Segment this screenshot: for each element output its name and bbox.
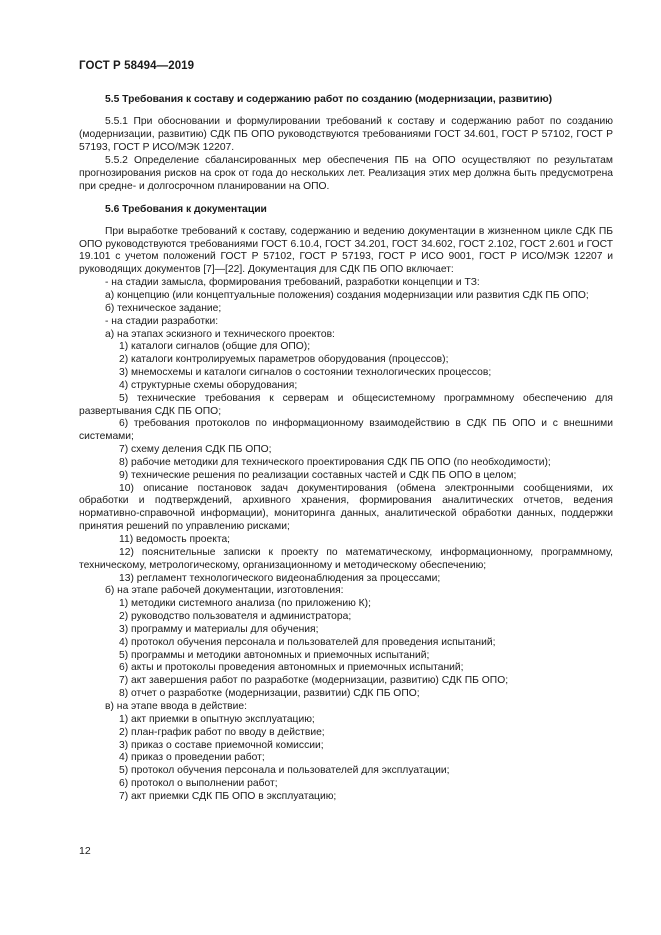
section-5-6-heading: 5.6 Требования к документации: [105, 203, 267, 215]
list-item: 7) схему деления СДК ПБ ОПО;: [119, 444, 272, 456]
development-stage-line: - на стадии разработки:: [105, 315, 219, 327]
list-item: 8) отчет о разработке (модернизации, развитии) СДК ПБ ОПО;: [119, 688, 420, 700]
list-item: 11) ведомость проекта;: [119, 534, 231, 545]
list-item: 1) акт приемки в опытную эксплуатацию;: [119, 713, 315, 725]
list-item: 5) программы и методики автономных и приемочных испытаний;: [119, 649, 430, 661]
list-item: 2) руководство пользователя и администратора;: [119, 611, 352, 623]
concept-stage-line: - на стадии замысла, формирования требований, разработки концепции и ТЗ:: [105, 277, 480, 289]
paragraph-5-5-1: 5.5.1 При обосновании и формулировании требований к составу и содержанию работ по созданию (модернизации, развитию) СДК ПБ ОПО руководствуются требованиями ГОСТ 34.601, ГОСТ Р 57102, ГОСТ Р 57193, ГОСТ Р ИСО/МЭК 12207.: [79, 115, 613, 153]
list-item: 6) протокол о выполнении работ;: [119, 778, 278, 790]
list-item: 7) акт приемки СДК ПБ ОПО в эксплуатацию;: [119, 790, 337, 802]
list-item: 6) требования протоколов по информационному взаимодействию в СДК ПБ ОПО и с внешними системами;: [79, 418, 613, 443]
list-item: 4) приказ о проведении работ;: [119, 752, 265, 764]
list-item: 3) приказ о составе приемочной комиссии;: [119, 739, 324, 751]
list-item: 3) мнемосхемы и каталоги сигналов о состоянии технологических процессов;: [119, 367, 492, 379]
development-item-b: б) на этапе рабочей документации, изготовления:: [105, 585, 344, 597]
list-item: 4) структурные схемы оборудования;: [119, 379, 298, 391]
list-item: 4) протокол обучения персонала и пользователей для проведения испытаний;: [119, 636, 496, 648]
list-item: 2) каталоги контролируемых параметров оборудования (процессов);: [119, 354, 449, 366]
list-item: 1) методики системного анализа (по приложению К);: [119, 598, 371, 610]
list-item: 13) регламент технологического видеонаблюдения за процессами;: [119, 572, 441, 584]
list-item: 3) программу и материалы для обучения;: [119, 623, 319, 635]
list-item: 8) рабочие методики для технического проектирования СДК ПБ ОПО (по необходимости);: [119, 456, 551, 468]
list-item: 7) акт завершения работ по разработке (модернизации, развитию) СДК ПБ ОПО;: [119, 675, 509, 687]
standard-code-header: ГОСТ Р 58494—2019: [79, 60, 195, 72]
list-item: 9) технические решения по реализации составных частей и СДК ПБ ОПО в целом;: [119, 469, 517, 481]
development-item-c: в) на этапе ввода в действие:: [105, 700, 247, 712]
list-item: 1) каталоги сигналов (общие для ОПО);: [119, 341, 311, 353]
development-item-a: а) на этапах эскизного и технического проектов:: [105, 328, 335, 340]
list-item: 12) пояснительные записки к проекту по математическому, информационному, программному, техническому, метрологическому, организационному и методическому обеспечению;: [79, 546, 613, 571]
list-item: 5) технические требования к серверам и общесистемному программному обеспечению для развертывания СДК ПБ ОПО;: [79, 392, 613, 417]
paragraph-5-5-2: 5.5.2 Определение сбалансированных мер обеспечения ПБ на ОПО осуществляют по результатам прогнозирования рисков на срок от года до нескольких лет. Реализация этих мер должна быть предусмотрена при средне- и долгосрочном планировании на ОПО.: [79, 155, 613, 193]
concept-item-a: а) концепцию (или концептуальные положения) создания модернизации или развития СДК ПБ ОПО;: [105, 289, 589, 301]
list-item: 6) акты и протоколы проведения автономных и приемочных испытаний;: [119, 662, 464, 674]
list-item: 2) план-график работ по вводу в действие;: [119, 726, 325, 738]
section-5-5-heading: 5.5 Требования к составу и содержанию работ по созданию (модернизации, развитию): [105, 94, 553, 105]
list-item: 10) описание постановок задач документирования (обмена электронными сообщениями, их обработки и подтверждений, архивного хранения, формирования аналитических отчетов, ведения нормативно-справочной информации), мониторинга данных, аналитической обработки данных, поддержки принятия решений по управлению рисками;: [79, 482, 613, 533]
list-item: 5) протокол обучения персонала и пользователей для эксплуатации;: [119, 765, 450, 777]
page-body: [79, 92, 613, 804]
paragraph-5-6-intro: При выработке требований к составу, содержанию и ведению документации в жизненном цикле СДК ПБ ОПО руководствуются требованиями ГОСТ 6.10.4, ГОСТ 34.201, ГОСТ 34.602, ГОСТ 2.102, ГОСТ 2.601 и ГОСТ 19.101 с учетом положений ГОСТ Р 57102, ГОСТ Р 57193, ГОСТ Р ИСО 9001, ГОСТ Р ИСО/МЭК 12207 и руководящих документов [7]—[22]. Документация для СДК ПБ ОПО включает:: [79, 225, 613, 276]
concept-item-b: б) техническое задание;: [105, 302, 222, 314]
page-number: 12: [79, 845, 91, 857]
